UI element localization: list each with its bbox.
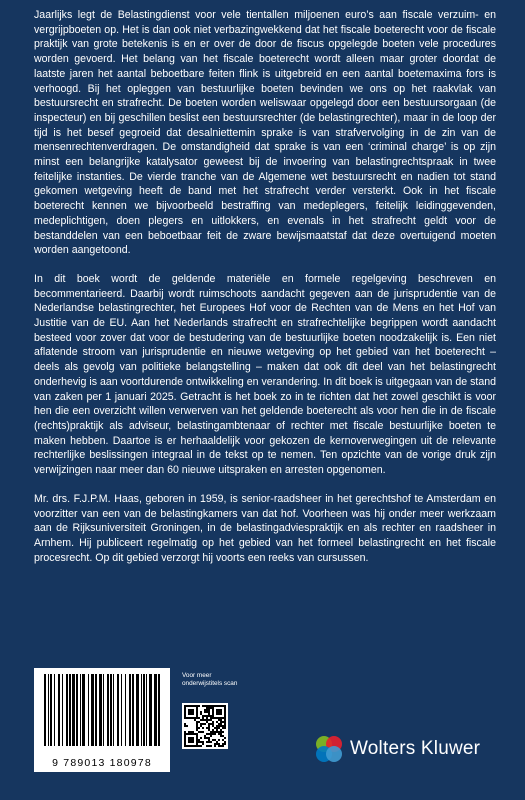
barcode-bars [34, 668, 170, 754]
wolters-kluwer-logo-icon [314, 734, 344, 764]
isbn-barcode [34, 668, 170, 772]
qr-scan-label: Voor meer onderwijstitels scan [182, 672, 238, 687]
qr-code-icon [182, 703, 228, 749]
isbn-digits: 9 789013 180978 [52, 757, 152, 769]
publisher-name: Wolters Kluwer [350, 738, 481, 759]
content-paragraph: In dit boek wordt de geldende materiële en formele regelgeving beschreven en becommentarieerd. Daarbij wordt ruimschoots aandacht gegeven aan de jurisprudentie van de Nederlandse belastingrechter, het Europees Hof voor de Rechten van de Mens en het Hof van Justitie van de EU. Aan het Nederlands strafrecht en strafrechtelijke begrippen wordt aandacht besteed voor zover dat voor de bestudering van de bestuurlijke boeten noodzakelijk is. Een niet aflatende stroom van jurisprudentie en nieuwe wetgeving op het gebied van het boeterecht – deels als gevolg van politieke belangstelling – maken dat ook dit deel van het belastingrecht onderhevig is aan voortdurende ontwikkeling en verandering. In dit boek is uitgegaan van de stand van zaken per 1 januari 2025. Getracht is het boek zo in te richten dat het zowel geschikt is voor hen die een overzicht willen verwerven van het geldende boeterecht als voor hen die in de fiscale (rechts)praktijk als adviseur, belastingambtenaar of rechter met fiscale bestuurlijke boeten te maken hebben. Daartoe is er herhaaldelijk voor gekozen de kernoverwegingen uit de relevante rechterlijke beslissingen integraal in de tekst op te nemen. Ten opzichte van de vorige druk zijn verwijzingen naar meer dan 60 nieuwe uitspraken en arresten opgenomen. [34, 272, 496, 477]
intro-paragraph: Jaarlijks legt de Belastingdienst voor vele tientallen miljoenen euro’s aan fiscale verzuim- en vergrijpboeten op. Het is dan ook niet verbazingwekkend dat het fiscale boeterecht voor de fiscale praktijk van grote betekenis is en er over de door de fiscus opgelegde boeten vele procedures worden gevoerd. Het belang van het fiscale boeterecht wordt alleen maar groter doordat de laatste jaren het aantal beboetbare feiten flink is uitgebreid en een aantal boetemaxima fors is verhoogd. Bij het opleggen van bestuurlijke boeten bevinden we ons op het raakvlak van bestuursrecht en strafrecht. De boeten worden weliswaar opgelegd door een bestuursorgaan (de inspecteur) en bij geschillen beslist een bestuursrechter (de belastingrechter), maar in de loop der tijd is het besef gegroeid dat desalniettemin sprake is van strafvervolging in de zin van de mensenrechtenverdragen. De omstandigheid dat sprake is van een ‘criminal charge’ is op zijn minst een belangrijke katalysator geweest bij de invoering van belastingrechtspraak in twee feitelijke instanties. De vierde tranche van de Algemene wet bestuursrecht en nadien tot stand gekomen wetgeving heeft de band met het strafrecht verder versterkt. Ook in het fiscale boeterecht kennen we bijvoorbeeld bestraffing van medeplegers, feitelijk leidinggevenden, medeplichtigen, doen plegers en uitlokkers, en evenals in het strafrecht geldt voor de bestanddelen van een beboetbaar feit de zware bewijsmaatstaf dat deze overtuigend moeten worden aangetoond. [34, 9, 496, 257]
back-cover-text [34, 8, 496, 579]
qr-code[interactable] [182, 703, 228, 749]
publisher-logo [314, 734, 480, 764]
author-paragraph: Mr. drs. F.J.P.M. Haas, geboren in 1959, is senior-raadsheer in het gerechtshof te Amsterdam en voorzitter van een van de belastingkamers van dat hof. Voorheen was hij onder meer werkzaam aan de Rijksuniversiteit Groningen, in de belastingadviespraktijk en als rechter en raadsheer in Arnhem. Hij publiceert regelmatig op het gebied van het formeel belastingrecht en het fiscale procesrecht. Op dit gebied verzorgt hij voorts een reeks van cursussen. [34, 492, 496, 564]
